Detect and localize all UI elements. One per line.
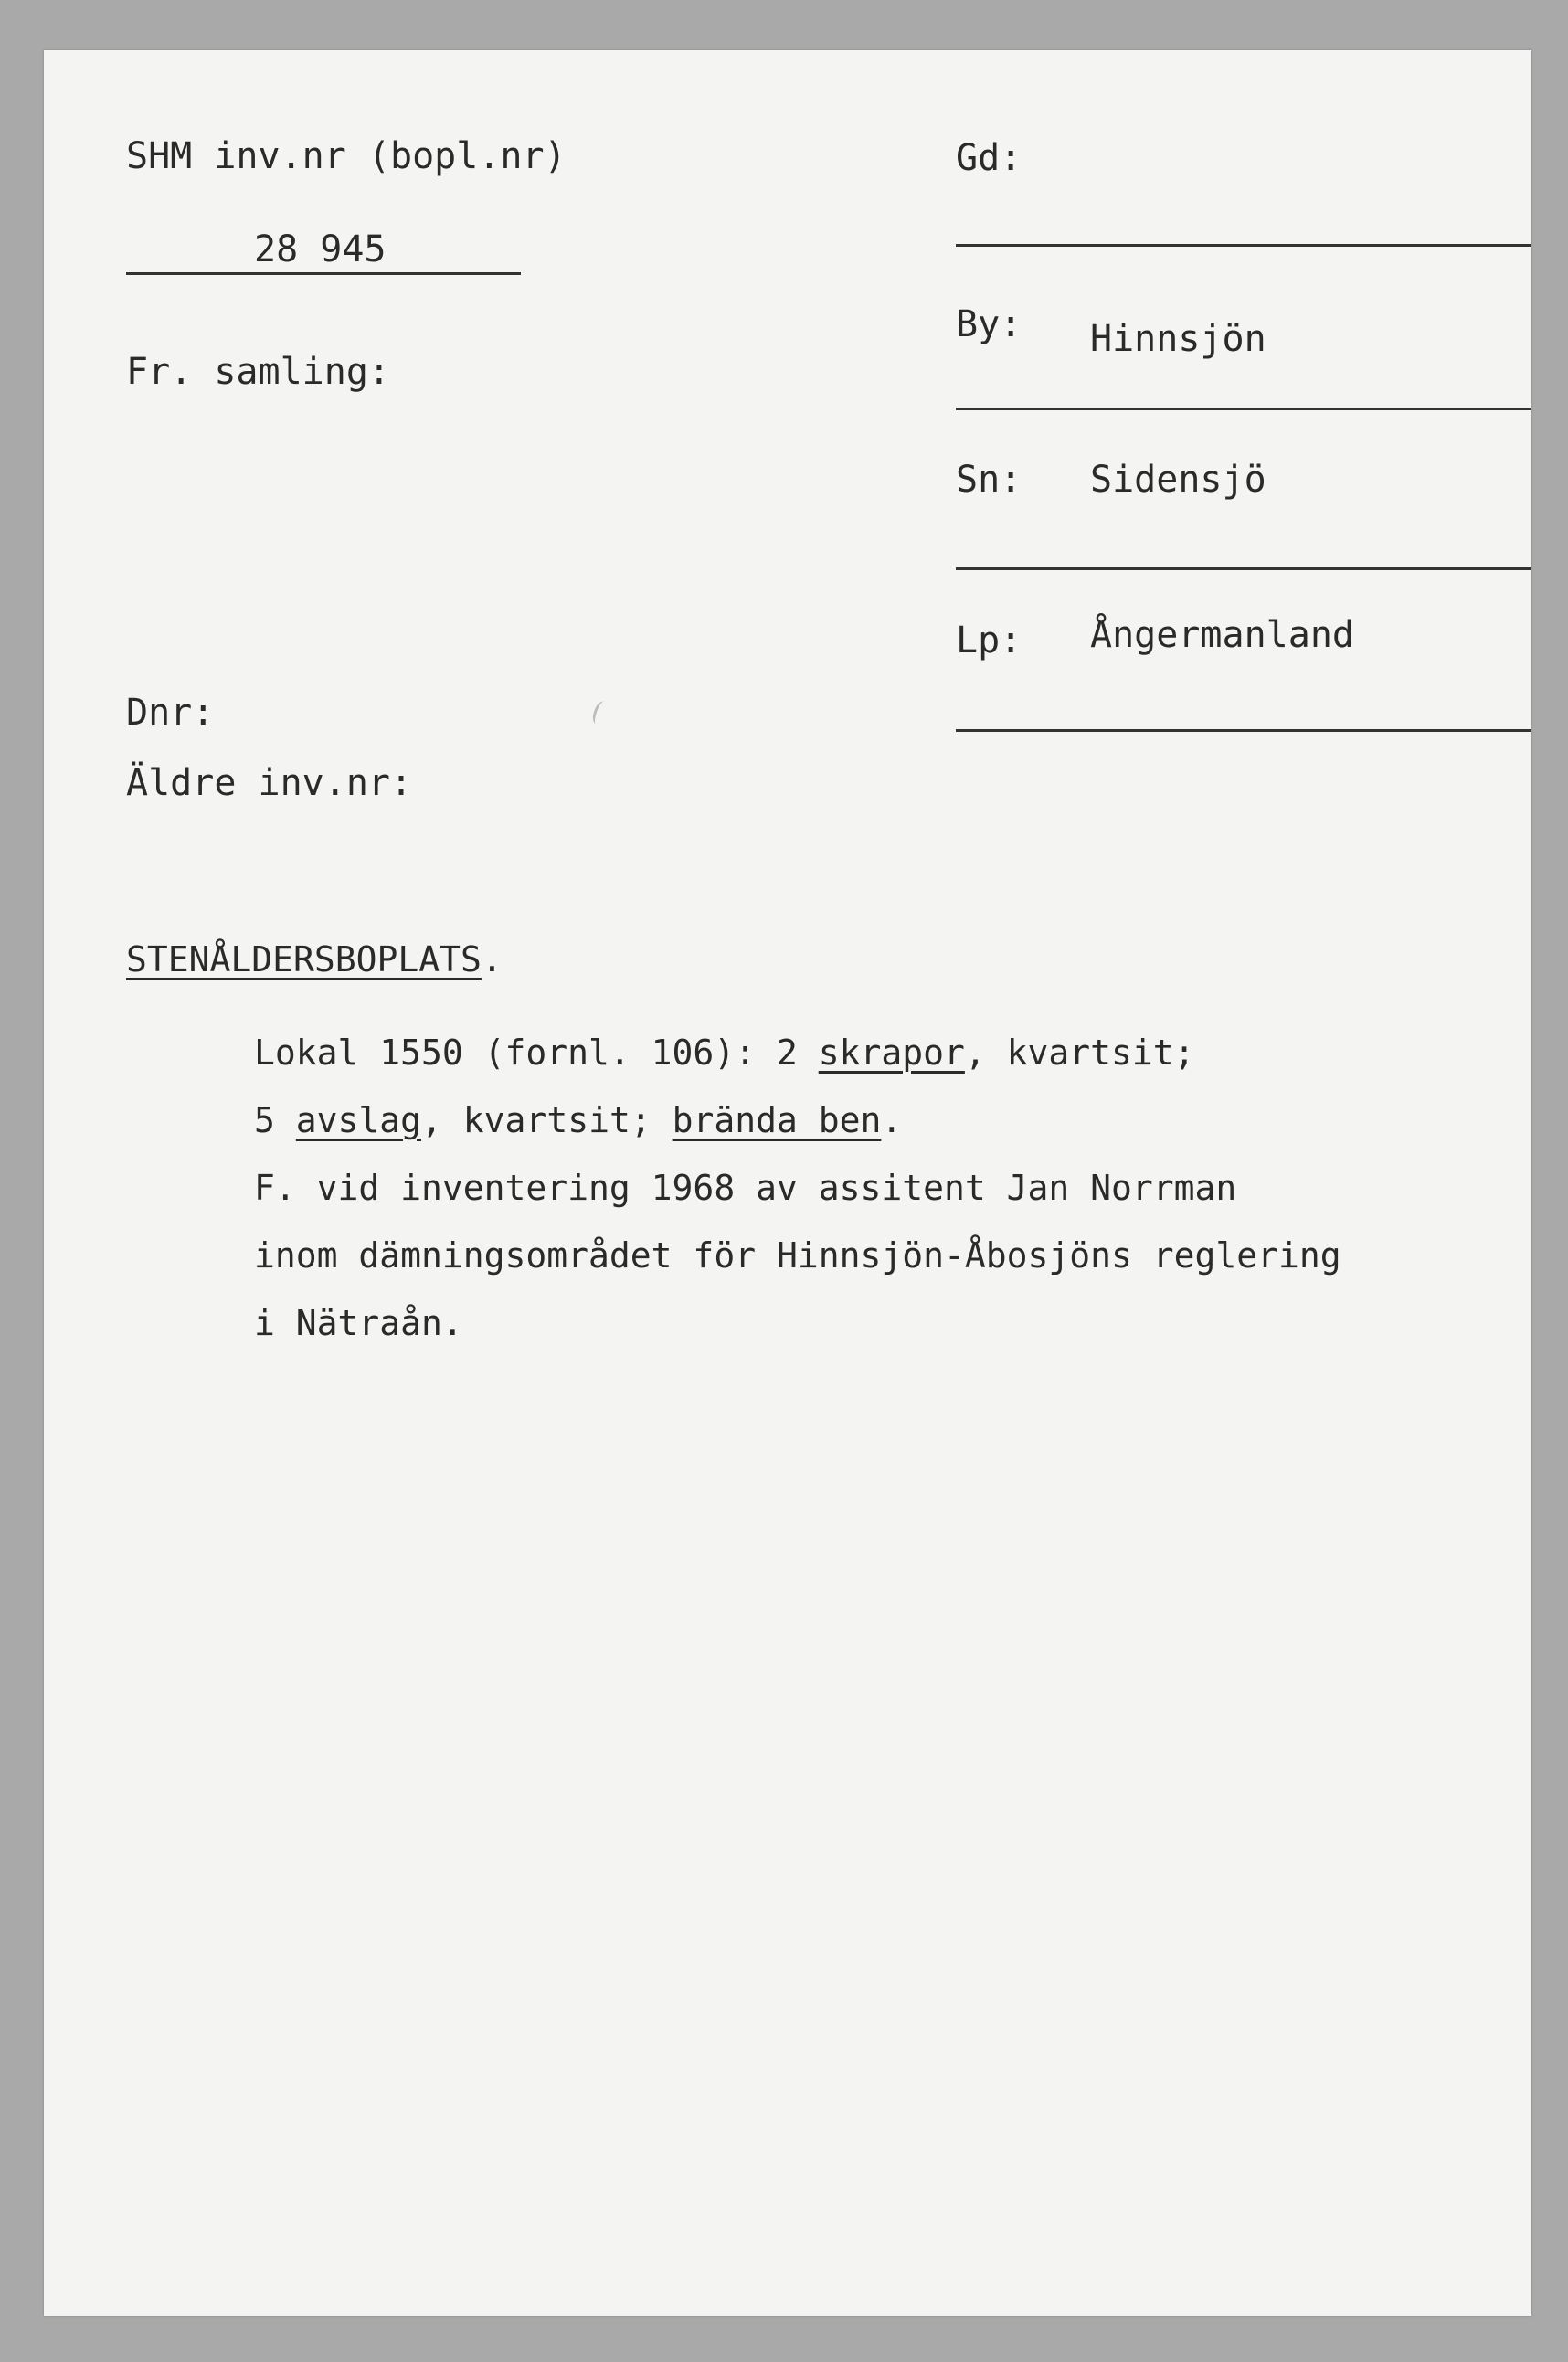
line1-part-a: Lokal 1550 (fornl. 106): 2	[254, 1033, 819, 1073]
dnr-label: Dnr:	[126, 692, 215, 734]
body-line-4: inom dämningsområdet för Hinnsjön-Åbosjöns reglering	[254, 1235, 1341, 1276]
body-line-5: i Nätraån.	[254, 1303, 463, 1343]
line2-part-e: .	[881, 1100, 903, 1140]
pencil-mark	[590, 700, 609, 726]
line1-part-c: , kvartsit;	[964, 1033, 1195, 1073]
catalog-card	[44, 50, 1531, 2316]
card-title-suffix: .	[481, 939, 503, 980]
body-line-3: F. vid inventering 1968 av assitent Jan Norrman	[254, 1168, 1237, 1208]
line2-part-a: 5	[254, 1100, 296, 1140]
inv-nr-label: SHM inv.nr (bopl.nr)	[126, 135, 567, 177]
fr-samling-label: Fr. samling:	[126, 351, 390, 393]
lp-label: Lp:	[956, 620, 1022, 662]
body-line-1	[254, 1033, 1195, 1073]
sn-rule	[956, 567, 1531, 570]
lp-rule	[956, 729, 1531, 732]
by-label: By:	[956, 303, 1022, 345]
gd-label: Gd:	[956, 137, 1022, 179]
by-value: Hinnsjön	[1090, 318, 1266, 360]
by-rule	[956, 408, 1531, 410]
aldre-inv-nr-label: Äldre inv.nr:	[126, 762, 413, 804]
line2-avslag: avslag	[295, 1100, 422, 1140]
gd-rule	[956, 244, 1531, 247]
card-title-text: STENÅLDERSBOPLATS	[126, 939, 482, 980]
line2-branda-ben: brända ben	[672, 1100, 882, 1140]
lp-value: Ångermanland	[1090, 614, 1354, 656]
sn-value: Sidensjö	[1090, 459, 1266, 501]
inv-nr-value: 28 945	[254, 228, 387, 270]
sn-label: Sn:	[956, 459, 1022, 501]
inv-nr-rule	[126, 272, 521, 275]
line1-skrapor: skrapor	[818, 1033, 965, 1073]
body-line-2	[254, 1100, 903, 1140]
card-title	[126, 939, 503, 980]
line2-part-c: , kvartsit;	[421, 1100, 673, 1140]
